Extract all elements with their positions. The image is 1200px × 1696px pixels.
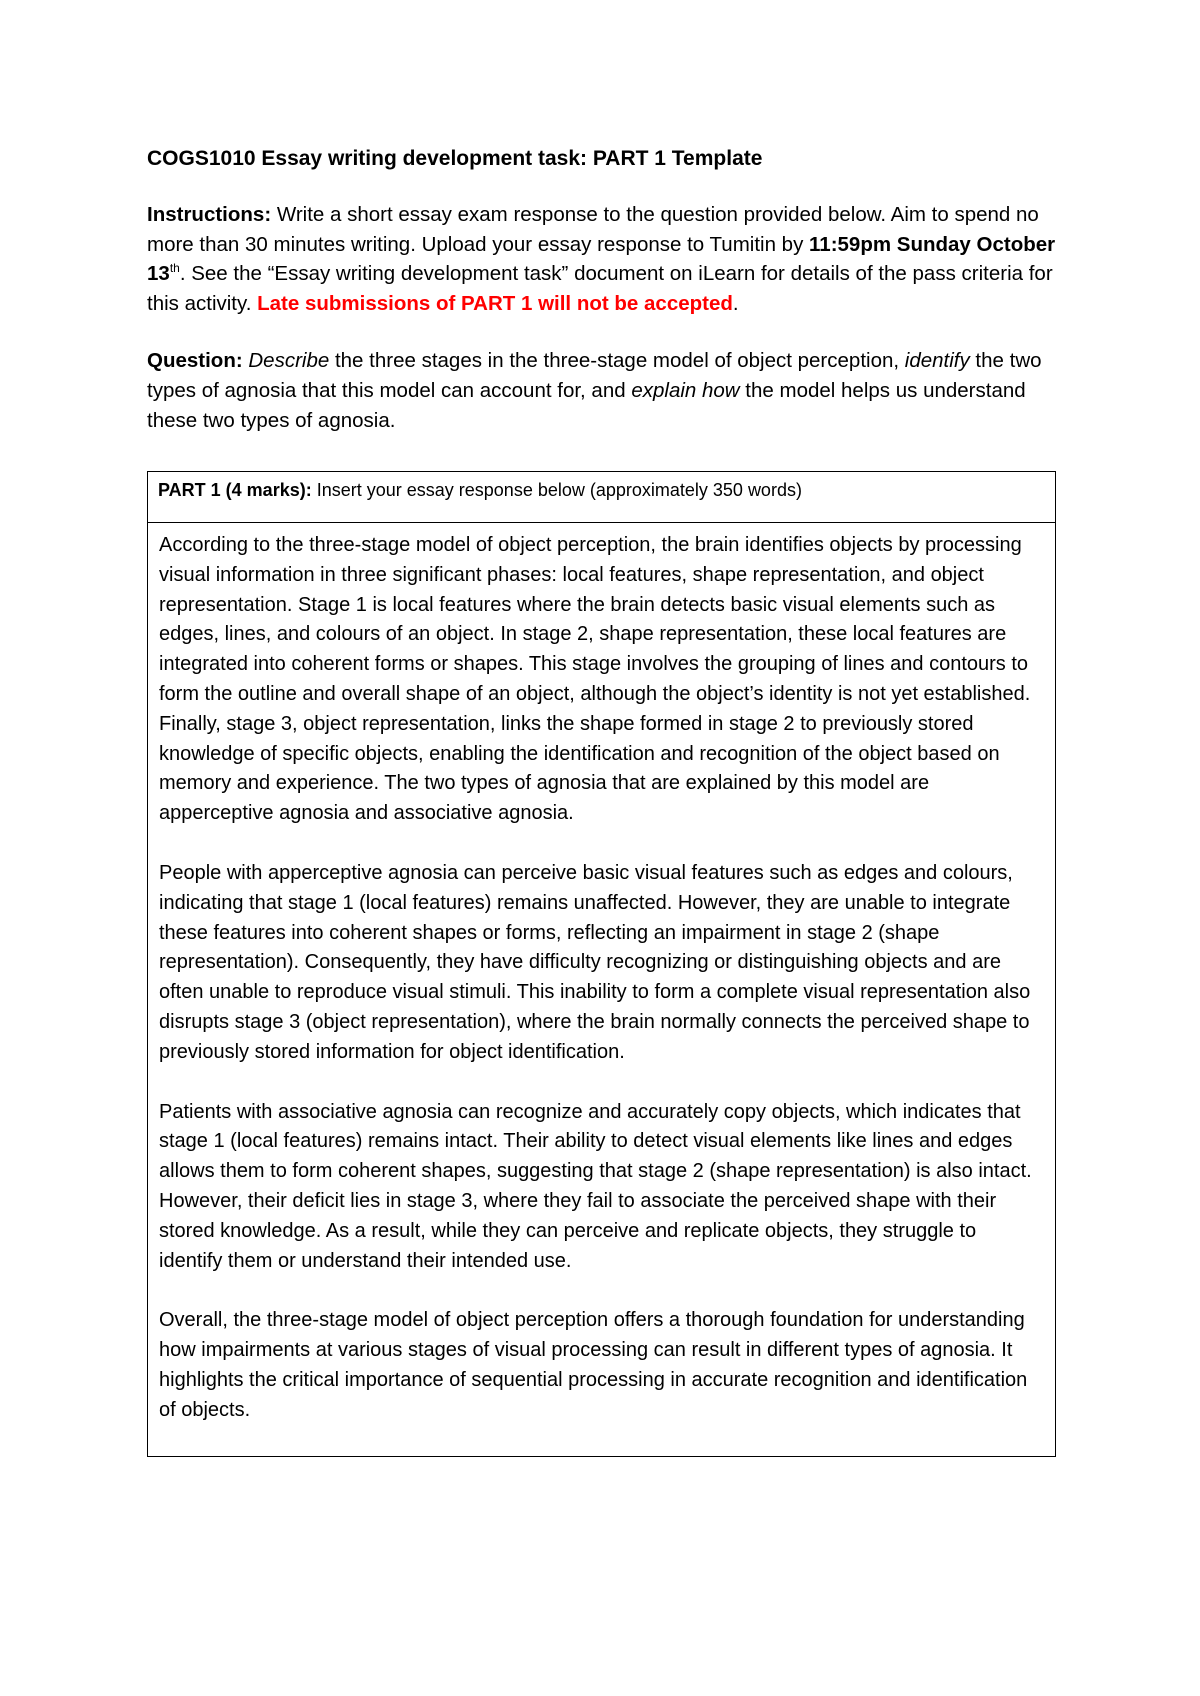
question-paragraph [147,346,1057,435]
essay-response-text[interactable] [148,523,1055,1456]
question-label: Question: [147,349,243,373]
question-text-1: the three stages in the three-stage model of object perception, [329,349,905,373]
essay-paragraph-2: People with apperceptive agnosia can perceive basic visual features such as edges and colours, indicating that stage 1 (local features) remains unaffected. However, they are unable to integrate these features into coherent shapes or forms, reflecting an impairment in stage 2 (shape representation). Consequently, they have difficulty recognizing or distinguishing objects and are often unable to reproduce visual stimuli. This inability to form a complete visual representation also disrupts stage 3 (object representation), where the brain normally connects the perceived shape to previously stored information for object identification. [159,861,1031,1063]
essay-paragraph-4: Overall, the three-stage model of object perception offers a thorough foundation for understanding how impairments at various stages of visual processing can result in different types of agnosia. It highlights the critical importance of sequential processing in accurate recognition and identification of objects. [159,1309,1028,1421]
document-title: COGS1010 Essay writing development task: PART 1 Template [147,147,763,170]
instructions-text-2: . See the “Essay writing development task” document on iLearn for details of the pass criteria for this activity. [147,262,1053,315]
question-text-3: the model helps us understand these two types of agnosia. [147,378,1026,432]
deadline-time: 11:59pm Sunday October 13 [147,232,1056,286]
document-content [147,144,1057,463]
question-text-2: the two types of agnosia that this model can account for, and [147,349,1042,402]
essay-box-instructions: Insert your essay response below (approximately 350 words) [311,480,802,500]
question-describe: Describe [248,349,330,373]
essay-paragraph-3: Patients with associative agnosia can recognize and accurately copy objects, which indicates that stage 1 (local features) remains intact. Their ability to detect visual elements like lines and edges allows them to form coherent shapes, suggesting that stage 2 (shape representation) is also intact. However, their deficit lies in stage 3, where they fail to associate the perceived shape with their stored knowledge. As a result, while they can perceive and replicate objects, they struggle to identify them or understand their intended use. [159,1100,1032,1272]
question-identify: identify [904,349,970,373]
question-explain: explain how [631,378,740,402]
part-marks-label: PART 1 (4 marks): [158,480,312,500]
instructions-end: . [732,291,739,315]
deadline-superscript: th [169,261,180,276]
instructions-text: Write a short essay exam response to the question provided below. Aim to spend no more than 30 minutes writing. Upload your essay response to Tumitin by [147,203,1039,256]
instructions-label: Instructions: [147,203,272,226]
instructions-paragraph [147,200,1057,318]
late-submission-notice: Late submissions of PART 1 will not be accepted [257,291,733,315]
essay-response-box [147,471,1056,1457]
essay-paragraph-1: According to the three-stage model of object perception, the brain identifies objects by processing visual information in three significant phases: local features, shape representation, and object representation. Stage 1 is local features where the brain detects basic visual elements such as edges, lines, and colours of an object. In stage 2, shape representation, these local features are integrated into coherent forms or shapes. This stage involves the grouping of lines and contours to form the outline and overall shape of an object, although the object’s identity is not yet established. Finally, stage 3, object representation, links the shape formed in stage 2 to previously stored knowledge of specific objects, enabling the identification and recognition of the object based on memory and experience. The two types of agnosia that are explained by this model are apperceptive agnosia and associative agnosia. [159,534,1031,825]
essay-box-header [148,472,1055,523]
